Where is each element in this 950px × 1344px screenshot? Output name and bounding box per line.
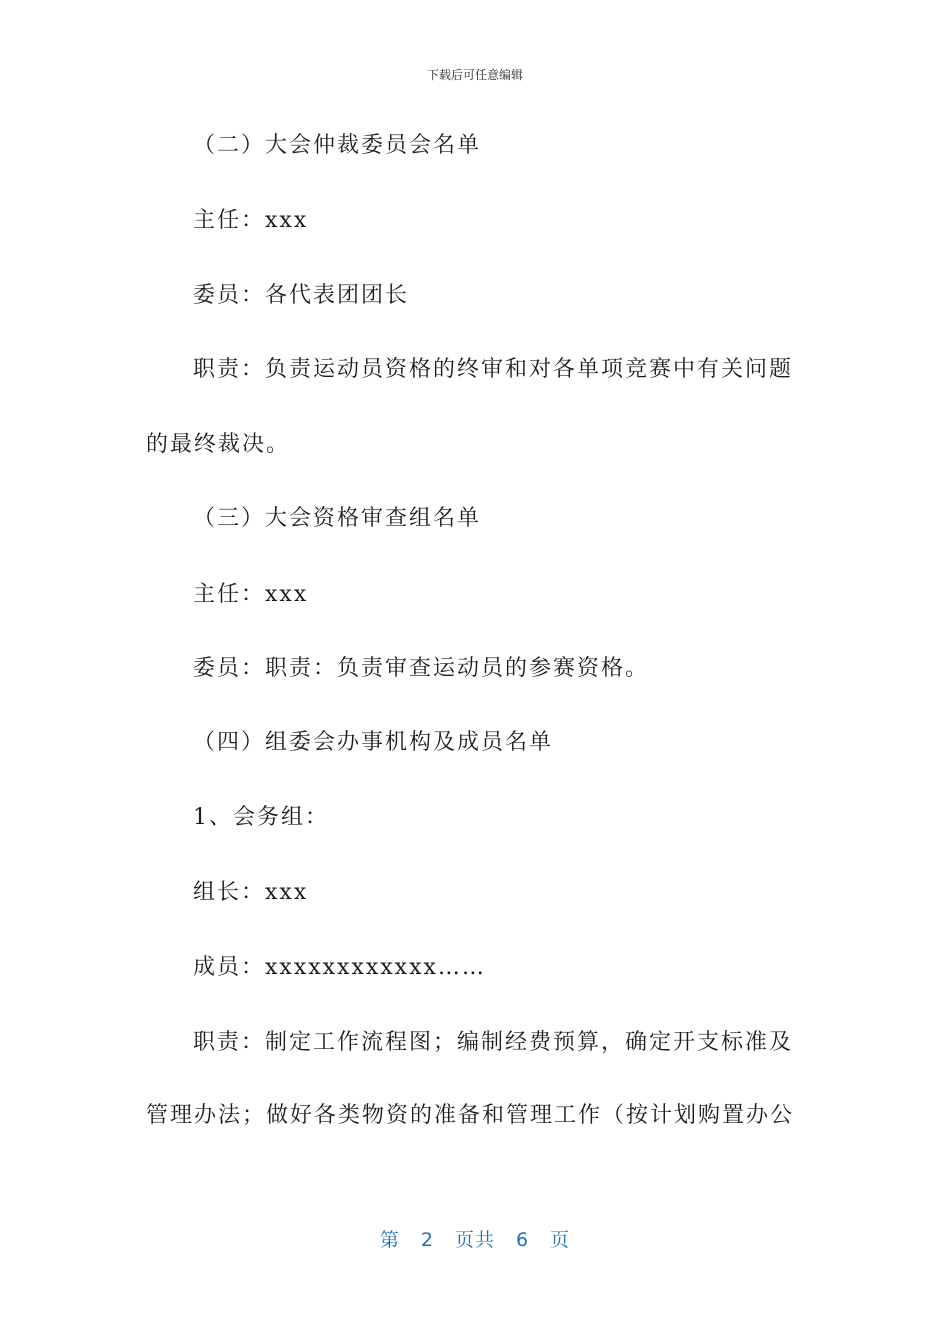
affairs-duty-line-1: 职责：制定工作流程图；编制经费预算，确定开支标准及: [193, 1030, 794, 1055]
section-4-heading: （四）组委会办事机构及成员名单: [193, 730, 554, 755]
review-members-duty: 委员：职责：负责审查运动员的参赛资格。: [193, 656, 650, 681]
review-director: 主任：xxx: [193, 582, 309, 607]
affairs-duty-line-2: 管理办法；做好各类物资的准备和管理工作（按计划购置办公: [146, 1103, 795, 1128]
section-2-heading: （二）大会仲裁委员会名单: [193, 133, 482, 158]
arbitration-duty-line-1: 职责：负责运动员资格的终审和对各单项竞赛中有关问题: [193, 357, 794, 382]
affairs-group-members: 成员：xxxxxxxxxxxx……: [193, 955, 486, 980]
affairs-group-leader: 组长：xxx: [193, 880, 309, 905]
page-header: 下载后可任意编辑: [426, 68, 523, 82]
arbitration-members: 委员：各代表团团长: [193, 283, 410, 308]
section-3-heading: （三）大会资格审查组名单: [193, 506, 482, 531]
page-number-footer: 第 2 页共 6 页: [379, 1229, 571, 1251]
arbitration-duty-line-2: 的最终裁决。: [146, 432, 291, 457]
arbitration-director: 主任：xxx: [193, 208, 309, 233]
affairs-group-heading: 1、会务组：: [193, 805, 329, 830]
